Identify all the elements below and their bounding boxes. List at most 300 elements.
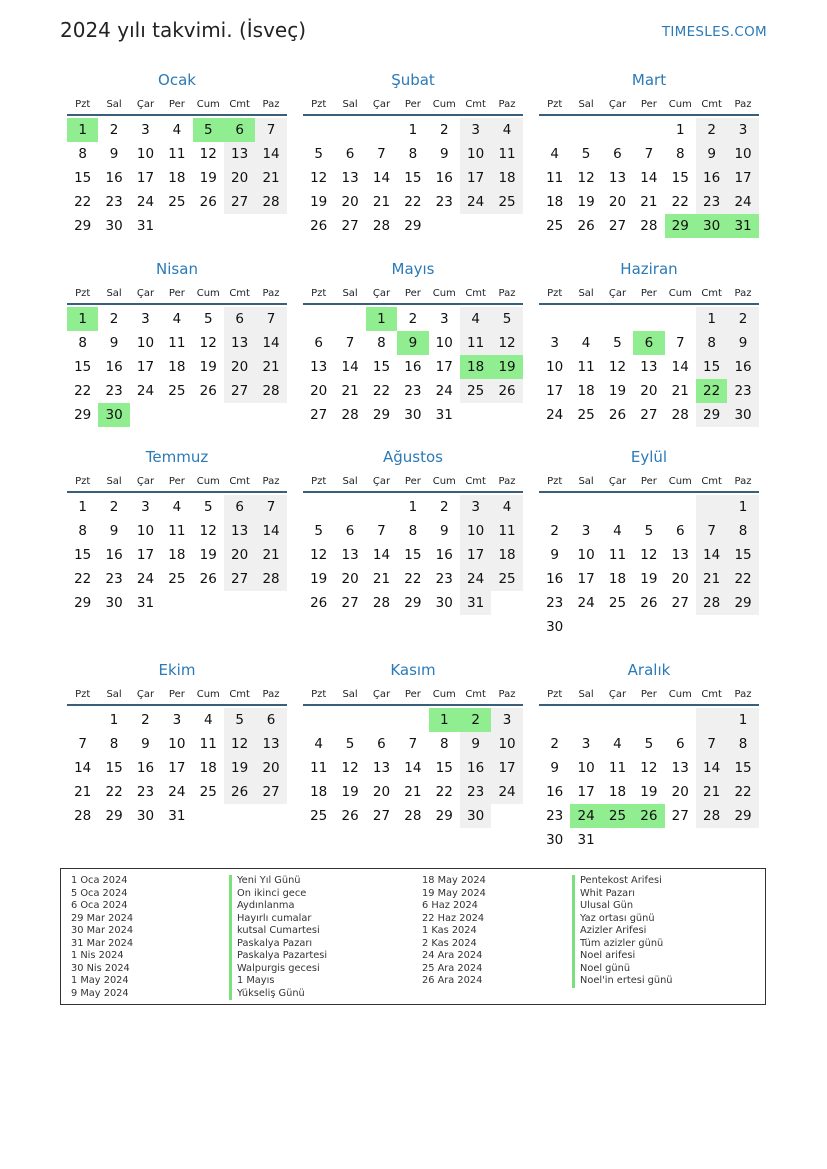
day-cell: 27 bbox=[671, 808, 689, 824]
day-cell: 2 bbox=[727, 307, 758, 331]
day-cell: 15 bbox=[74, 170, 92, 186]
weekday-header bbox=[67, 686, 287, 706]
day-cell: 27 bbox=[671, 595, 689, 611]
day-cell: 16 bbox=[435, 547, 453, 563]
empty-cell bbox=[633, 307, 664, 331]
day-cell: 12 bbox=[199, 523, 217, 539]
day-cell: 12 bbox=[491, 331, 522, 355]
day-cell: 2 bbox=[439, 122, 449, 138]
holiday-day-cell: 6 bbox=[224, 118, 255, 142]
day-grid bbox=[67, 307, 287, 427]
legend-name-column bbox=[572, 875, 673, 988]
holiday-day-cell: 25 bbox=[602, 804, 633, 828]
day-cell: 24 bbox=[577, 595, 595, 611]
day-cell: 31 bbox=[136, 218, 155, 234]
weekday-label: Per bbox=[640, 476, 657, 487]
day-cell: 30 bbox=[546, 832, 564, 848]
weekday-label: Çar bbox=[136, 99, 155, 110]
day-cell: 10 bbox=[435, 335, 453, 351]
day-cell: 23 bbox=[435, 194, 453, 210]
legend-holiday-name: Noel günü bbox=[572, 963, 673, 976]
holiday-day-cell: 6 bbox=[633, 331, 664, 355]
legend-holiday-name: Azizler Arifesi bbox=[572, 925, 673, 938]
day-cell: 26 bbox=[199, 571, 217, 587]
day-cell: 21 bbox=[404, 784, 422, 800]
weekday-label: Paz bbox=[262, 476, 280, 487]
day-cell: 5 bbox=[314, 523, 323, 539]
day-cell: 5 bbox=[314, 146, 323, 162]
day-cell: 5 bbox=[644, 523, 654, 539]
day-cell: 27 bbox=[310, 407, 328, 423]
day-cell: 17 bbox=[136, 359, 155, 375]
day-cell: 30 bbox=[105, 595, 123, 611]
day-cell: 18 bbox=[608, 571, 627, 587]
weekday-label: Paz bbox=[734, 476, 752, 487]
day-cell: 14 bbox=[255, 331, 286, 355]
holiday-day-cell: 30 bbox=[696, 214, 727, 238]
weekday-label: Sal bbox=[342, 99, 358, 110]
weekday-label: Paz bbox=[498, 99, 516, 110]
legend-date: 1 Kas 2024 bbox=[422, 925, 477, 936]
weekday-label: Cum bbox=[196, 689, 220, 700]
day-cell: 28 bbox=[671, 407, 689, 423]
day-cell: 29 bbox=[404, 218, 422, 234]
day-cell: 31 bbox=[136, 595, 155, 611]
month-calendar bbox=[67, 70, 287, 238]
day-cell: 26 bbox=[310, 595, 328, 611]
day-cell: 9 bbox=[109, 146, 119, 162]
day-cell: 12 bbox=[199, 335, 217, 351]
legend-date: 1 Nis 2024 bbox=[71, 950, 124, 961]
day-cell: 22 bbox=[74, 571, 92, 587]
weekday-label: Pzt bbox=[75, 288, 91, 299]
day-cell: 4 bbox=[581, 335, 591, 351]
day-cell: 8 bbox=[439, 736, 449, 752]
day-cell: 3 bbox=[581, 523, 591, 539]
day-grid bbox=[67, 118, 287, 238]
day-cell: 25 bbox=[168, 571, 186, 587]
day-cell: 31 bbox=[577, 832, 595, 848]
weekday-label: Pzt bbox=[75, 476, 91, 487]
day-cell: 10 bbox=[460, 519, 491, 543]
day-cell: 24 bbox=[491, 780, 522, 804]
day-cell: 29 bbox=[404, 595, 422, 611]
holiday-day-cell: 18 bbox=[460, 355, 491, 379]
holiday-day-cell: 1 bbox=[429, 708, 460, 732]
day-cell: 28 bbox=[255, 190, 286, 214]
day-cell: 7 bbox=[255, 307, 286, 331]
weekday-header bbox=[539, 686, 759, 706]
weekday-label: Çar bbox=[608, 476, 627, 487]
day-cell: 27 bbox=[224, 379, 255, 403]
day-cell: 9 bbox=[550, 760, 559, 776]
empty-cell bbox=[570, 307, 601, 331]
weekday-header bbox=[67, 96, 287, 116]
day-cell: 7 bbox=[78, 736, 87, 752]
day-cell: 3 bbox=[141, 499, 150, 515]
empty-cell bbox=[334, 118, 365, 142]
day-cell: 30 bbox=[435, 595, 453, 611]
day-cell: 22 bbox=[404, 571, 422, 587]
legend-date: 30 Mar 2024 bbox=[71, 925, 134, 936]
day-cell: 15 bbox=[435, 760, 453, 776]
weekday-label: Cmt bbox=[229, 689, 250, 700]
weekday-label: Pzt bbox=[547, 288, 563, 299]
empty-cell bbox=[602, 495, 633, 519]
day-cell: 23 bbox=[105, 571, 123, 587]
day-cell: 5 bbox=[644, 736, 654, 752]
day-cell: 17 bbox=[136, 547, 155, 563]
month-name: Eylül bbox=[630, 448, 668, 466]
day-cell: 13 bbox=[224, 519, 255, 543]
day-cell: 9 bbox=[696, 142, 727, 166]
empty-cell bbox=[539, 307, 570, 331]
weekday-label: Çar bbox=[136, 689, 155, 700]
day-cell: 18 bbox=[199, 760, 217, 776]
day-cell: 11 bbox=[310, 760, 328, 776]
day-cell: 5 bbox=[203, 311, 213, 327]
month-calendar bbox=[303, 259, 523, 427]
day-cell: 23 bbox=[696, 190, 727, 214]
day-cell: 2 bbox=[550, 523, 559, 539]
day-cell: 23 bbox=[105, 383, 123, 399]
weekday-label: Per bbox=[168, 288, 185, 299]
day-cell: 22 bbox=[372, 383, 391, 399]
day-cell: 15 bbox=[727, 543, 758, 567]
weekday-label: Per bbox=[640, 288, 657, 299]
day-grid bbox=[539, 307, 759, 427]
day-cell: 13 bbox=[372, 760, 391, 776]
weekday-label: Çar bbox=[136, 476, 155, 487]
day-grid bbox=[539, 708, 759, 852]
empty-cell bbox=[633, 118, 664, 142]
day-cell: 15 bbox=[696, 355, 727, 379]
weekday-header bbox=[539, 285, 759, 305]
day-cell: 10 bbox=[136, 523, 155, 539]
weekday-label: Cmt bbox=[229, 99, 250, 110]
day-cell: 15 bbox=[727, 756, 758, 780]
weekday-label: Çar bbox=[372, 689, 391, 700]
weekday-label: Paz bbox=[262, 689, 280, 700]
day-cell: 11 bbox=[168, 335, 186, 351]
day-cell: 2 bbox=[141, 712, 150, 728]
month-name: Ekim bbox=[158, 661, 196, 679]
day-cell: 4 bbox=[203, 712, 213, 728]
holiday-legend bbox=[60, 868, 766, 1005]
day-cell: 3 bbox=[727, 118, 758, 142]
weekday-label: Çar bbox=[372, 476, 391, 487]
legend-holiday-name: Yaz ortası günü bbox=[572, 913, 673, 926]
day-cell: 25 bbox=[546, 218, 564, 234]
day-cell: 28 bbox=[341, 407, 359, 423]
day-cell: 26 bbox=[199, 383, 217, 399]
weekday-label: Sal bbox=[578, 288, 594, 299]
weekday-label: Per bbox=[404, 689, 421, 700]
day-cell: 26 bbox=[224, 780, 255, 804]
weekday-header bbox=[539, 473, 759, 493]
day-cell: 26 bbox=[310, 218, 328, 234]
day-cell: 15 bbox=[404, 547, 422, 563]
day-cell: 8 bbox=[377, 335, 386, 351]
empty-cell bbox=[67, 708, 98, 732]
day-cell: 24 bbox=[460, 567, 491, 591]
day-cell: 17 bbox=[491, 756, 522, 780]
weekday-label: Cmt bbox=[465, 689, 486, 700]
month-calendar bbox=[539, 70, 759, 238]
day-cell: 1 bbox=[696, 307, 727, 331]
weekday-label: Per bbox=[168, 99, 185, 110]
day-cell: 20 bbox=[255, 756, 286, 780]
day-cell: 19 bbox=[224, 756, 255, 780]
legend-holiday-name: Paskalya Pazarı bbox=[229, 938, 327, 951]
day-cell: 16 bbox=[460, 756, 491, 780]
day-cell: 19 bbox=[640, 784, 658, 800]
day-cell: 19 bbox=[608, 383, 627, 399]
day-cell: 31 bbox=[460, 591, 491, 615]
day-cell: 8 bbox=[408, 146, 418, 162]
day-cell: 27 bbox=[608, 218, 627, 234]
day-cell: 11 bbox=[491, 519, 522, 543]
weekday-label: Cum bbox=[432, 476, 456, 487]
weekday-label: Per bbox=[404, 99, 421, 110]
day-cell: 25 bbox=[168, 194, 186, 210]
holiday-day-cell: 1 bbox=[67, 118, 98, 142]
month-calendar bbox=[67, 259, 287, 427]
day-cell: 27 bbox=[372, 808, 391, 824]
legend-date-column bbox=[71, 875, 133, 1000]
weekday-label: Sal bbox=[106, 689, 122, 700]
weekday-label: Cmt bbox=[465, 476, 486, 487]
day-cell: 26 bbox=[199, 194, 217, 210]
holiday-day-cell: 31 bbox=[727, 214, 758, 238]
day-cell: 8 bbox=[727, 732, 758, 756]
day-cell: 15 bbox=[74, 547, 92, 563]
day-cell: 7 bbox=[696, 732, 727, 756]
day-cell: 9 bbox=[141, 736, 150, 752]
day-cell: 12 bbox=[310, 547, 328, 563]
empty-cell bbox=[303, 708, 334, 732]
day-cell: 3 bbox=[141, 122, 150, 138]
legend-holiday-name: Yükseliş Günü bbox=[229, 988, 327, 1001]
day-cell: 10 bbox=[546, 359, 564, 375]
weekday-label: Çar bbox=[608, 288, 627, 299]
day-cell: 18 bbox=[168, 359, 186, 375]
day-cell: 29 bbox=[372, 407, 391, 423]
day-cell: 16 bbox=[105, 359, 123, 375]
day-cell: 29 bbox=[435, 808, 453, 824]
day-cell: 6 bbox=[255, 708, 286, 732]
weekday-label: Per bbox=[640, 689, 657, 700]
day-cell: 8 bbox=[675, 146, 685, 162]
empty-cell bbox=[539, 708, 570, 732]
day-cell: 22 bbox=[727, 780, 758, 804]
day-cell: 28 bbox=[255, 567, 286, 591]
legend-date: 1 Oca 2024 bbox=[71, 875, 128, 886]
day-cell: 12 bbox=[310, 170, 328, 186]
day-cell: 21 bbox=[372, 571, 391, 587]
legend-holiday-name: Paskalya Pazartesi bbox=[229, 950, 327, 963]
day-cell: 19 bbox=[640, 571, 658, 587]
legend-date: 1 May 2024 bbox=[71, 975, 129, 986]
day-cell: 14 bbox=[372, 170, 391, 186]
day-cell: 14 bbox=[341, 359, 359, 375]
day-cell: 12 bbox=[341, 760, 359, 776]
day-cell: 20 bbox=[224, 355, 255, 379]
day-grid bbox=[67, 495, 287, 615]
day-cell: 3 bbox=[460, 495, 491, 519]
month-calendar bbox=[67, 660, 287, 828]
day-cell: 25 bbox=[491, 190, 522, 214]
day-cell: 21 bbox=[74, 784, 92, 800]
day-cell: 4 bbox=[491, 118, 522, 142]
day-cell: 1 bbox=[109, 712, 119, 728]
day-cell: 29 bbox=[696, 403, 727, 427]
legend-date: 22 Haz 2024 bbox=[422, 912, 485, 924]
day-cell: 15 bbox=[372, 359, 391, 375]
day-cell: 28 bbox=[404, 808, 422, 824]
weekday-label: Paz bbox=[498, 689, 516, 700]
empty-cell bbox=[602, 118, 633, 142]
brand-link[interactable]: TIMESLES.COM bbox=[661, 24, 767, 40]
day-cell: 1 bbox=[727, 708, 758, 732]
day-cell: 23 bbox=[105, 194, 123, 210]
legend-holiday-name: Aydınlanma bbox=[229, 900, 327, 913]
day-cell: 19 bbox=[199, 170, 217, 186]
weekday-label: Paz bbox=[734, 288, 752, 299]
day-cell: 6 bbox=[345, 523, 355, 539]
empty-cell bbox=[303, 118, 334, 142]
day-cell: 21 bbox=[640, 194, 658, 210]
day-cell: 24 bbox=[136, 383, 155, 399]
day-cell: 14 bbox=[372, 547, 391, 563]
day-cell: 13 bbox=[310, 359, 328, 375]
holiday-day-cell: 2 bbox=[460, 708, 491, 732]
day-cell: 4 bbox=[550, 146, 559, 162]
day-cell: 28 bbox=[74, 808, 92, 824]
day-cell: 14 bbox=[255, 519, 286, 543]
day-cell: 9 bbox=[109, 335, 119, 351]
day-cell: 20 bbox=[224, 166, 255, 190]
day-cell: 8 bbox=[727, 519, 758, 543]
weekday-label: Pzt bbox=[547, 476, 563, 487]
day-cell: 21 bbox=[255, 166, 286, 190]
day-cell: 13 bbox=[608, 170, 627, 186]
day-cell: 21 bbox=[696, 567, 727, 591]
weekday-label: Pzt bbox=[75, 689, 91, 700]
weekday-header bbox=[67, 473, 287, 493]
holiday-day-cell: 5 bbox=[193, 118, 224, 142]
weekday-label: Pzt bbox=[311, 288, 327, 299]
day-cell: 20 bbox=[341, 194, 359, 210]
day-cell: 2 bbox=[408, 311, 418, 327]
day-cell: 27 bbox=[224, 567, 255, 591]
day-cell: 17 bbox=[460, 166, 491, 190]
day-cell: 16 bbox=[546, 784, 564, 800]
weekday-label: Pzt bbox=[547, 99, 563, 110]
day-cell: 10 bbox=[136, 146, 155, 162]
day-cell: 16 bbox=[696, 166, 727, 190]
day-cell: 13 bbox=[671, 547, 689, 563]
day-cell: 8 bbox=[78, 335, 87, 351]
day-cell: 5 bbox=[224, 708, 255, 732]
day-cell: 18 bbox=[310, 784, 328, 800]
day-cell: 25 bbox=[310, 808, 328, 824]
legend-holiday-name: Walpurgis gecesi bbox=[229, 963, 327, 976]
day-cell: 9 bbox=[109, 523, 119, 539]
day-cell: 3 bbox=[460, 118, 491, 142]
weekday-label: Cum bbox=[432, 99, 456, 110]
day-cell: 24 bbox=[136, 194, 155, 210]
weekday-header bbox=[303, 96, 523, 116]
holiday-day-cell: 26 bbox=[633, 804, 664, 828]
weekday-label: Cum bbox=[196, 476, 220, 487]
empty-cell bbox=[334, 708, 365, 732]
day-cell: 27 bbox=[640, 407, 658, 423]
day-cell: 7 bbox=[675, 335, 685, 351]
day-cell: 21 bbox=[671, 383, 689, 399]
weekday-label: Paz bbox=[734, 99, 752, 110]
day-cell: 4 bbox=[172, 311, 182, 327]
day-cell: 3 bbox=[141, 311, 150, 327]
day-grid bbox=[539, 495, 759, 639]
day-cell: 14 bbox=[696, 756, 727, 780]
day-cell: 8 bbox=[109, 736, 119, 752]
day-cell: 21 bbox=[696, 780, 727, 804]
day-cell: 11 bbox=[460, 331, 491, 355]
day-cell: 16 bbox=[136, 760, 155, 776]
day-cell: 17 bbox=[136, 170, 155, 186]
legend-date: 24 Ara 2024 bbox=[422, 950, 483, 961]
weekday-label: Cmt bbox=[229, 288, 250, 299]
weekday-label: Per bbox=[404, 476, 421, 487]
legend-holiday-name: Pentekost Arifesi bbox=[572, 875, 673, 888]
month-name: Mayıs bbox=[391, 260, 435, 278]
month-name: Kasım bbox=[390, 661, 436, 679]
day-cell: 28 bbox=[640, 218, 658, 234]
day-cell: 31 bbox=[435, 407, 453, 423]
month-calendar bbox=[539, 660, 759, 852]
weekday-label: Cmt bbox=[465, 288, 486, 299]
day-cell: 10 bbox=[491, 732, 522, 756]
weekday-label: Çar bbox=[372, 99, 391, 110]
day-cell: 6 bbox=[613, 146, 622, 162]
day-cell: 10 bbox=[460, 142, 491, 166]
day-cell: 25 bbox=[168, 383, 186, 399]
day-grid bbox=[303, 118, 523, 238]
month-name: Nisan bbox=[156, 260, 198, 278]
legend-holiday-name: Yeni Yıl Günü bbox=[229, 875, 327, 888]
day-cell: 1 bbox=[408, 122, 418, 138]
empty-cell bbox=[366, 495, 397, 519]
day-cell: 27 bbox=[255, 780, 286, 804]
weekday-header bbox=[303, 473, 523, 493]
day-cell: 18 bbox=[577, 383, 595, 399]
day-cell: 26 bbox=[640, 595, 658, 611]
day-cell: 25 bbox=[460, 379, 491, 403]
day-cell: 29 bbox=[74, 407, 92, 423]
empty-cell bbox=[665, 307, 696, 331]
legend-date: 19 May 2024 bbox=[422, 887, 486, 899]
weekday-label: Cum bbox=[668, 476, 692, 487]
day-cell: 8 bbox=[78, 523, 87, 539]
day-cell: 16 bbox=[404, 359, 422, 375]
day-cell: 3 bbox=[491, 708, 522, 732]
legend-date: 26 Ara 2024 bbox=[422, 975, 483, 986]
day-cell: 10 bbox=[727, 142, 758, 166]
weekday-label: Paz bbox=[262, 288, 280, 299]
day-cell: 21 bbox=[255, 355, 286, 379]
day-cell: 12 bbox=[640, 547, 658, 563]
